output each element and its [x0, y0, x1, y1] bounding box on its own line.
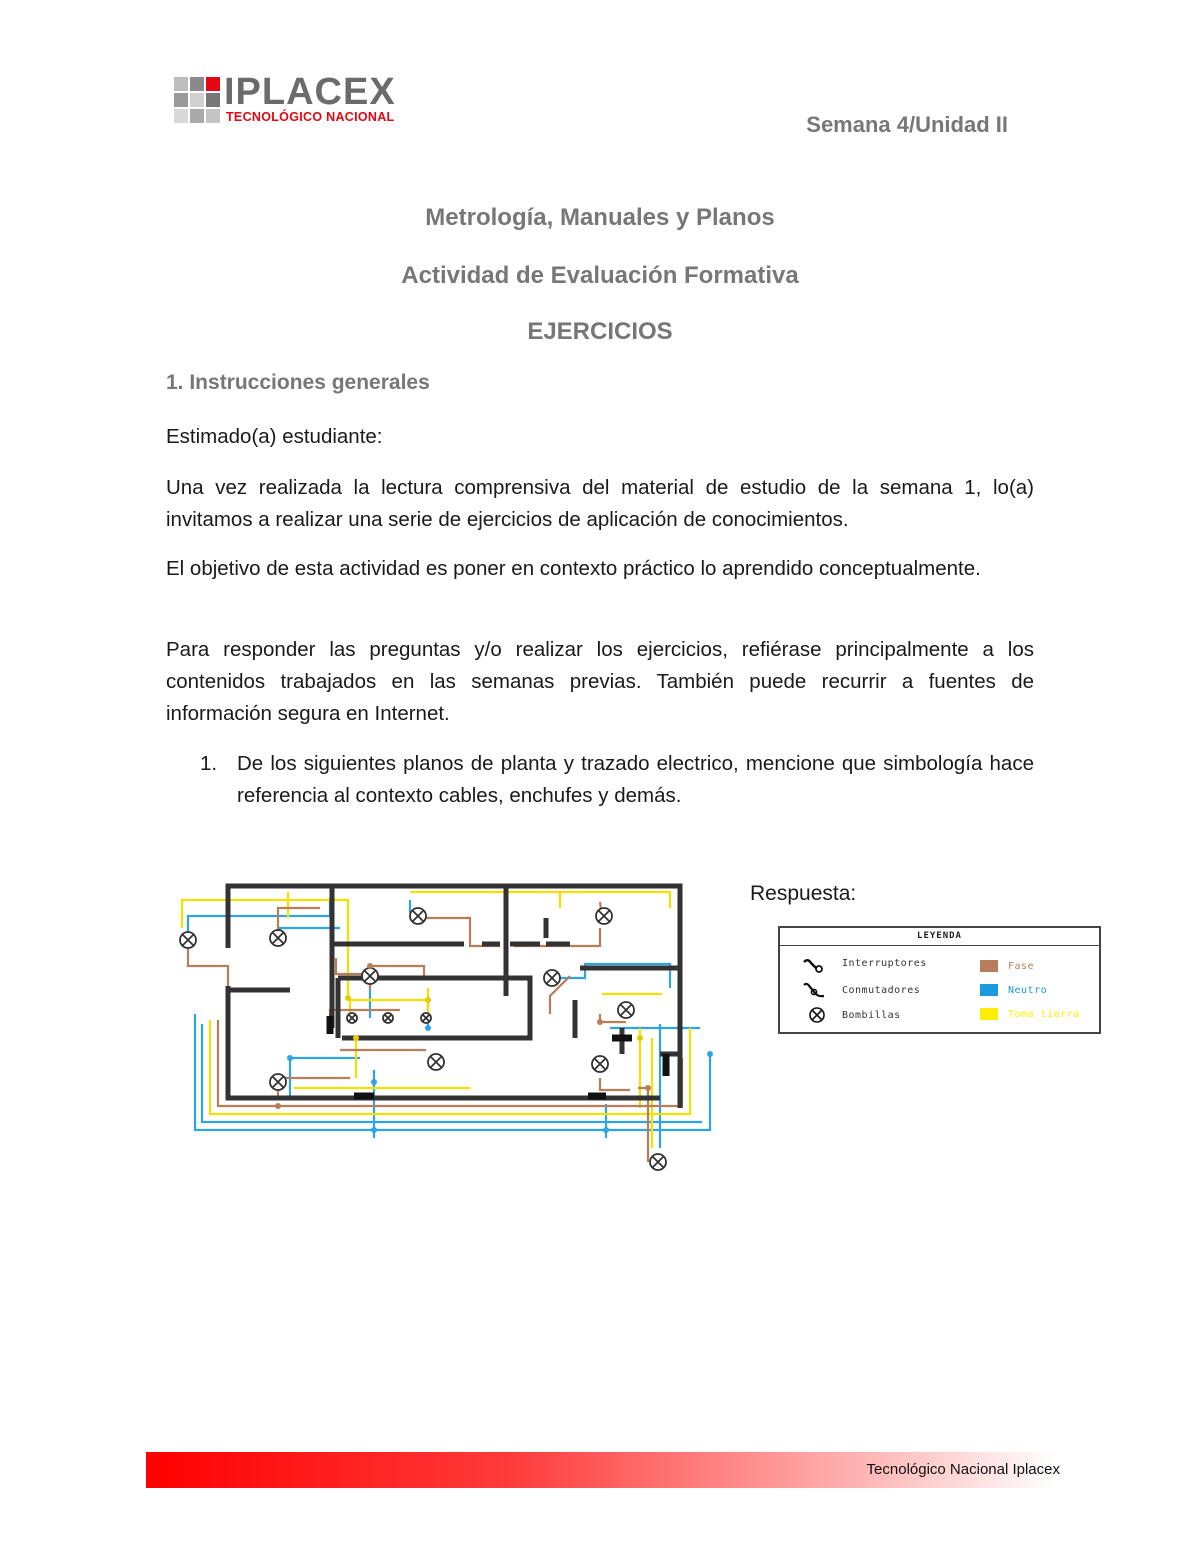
- lamp-icon: [347, 1013, 357, 1023]
- legend-phase-label: Fase: [1008, 961, 1035, 972]
- iplacex-logo: [174, 71, 404, 130]
- lamp-icon: [650, 1154, 666, 1170]
- phase-swatch: [980, 960, 998, 972]
- legend-bulb-label: Bombillas: [842, 1010, 901, 1021]
- week-label: Semana 4/Unidad II: [806, 112, 1008, 137]
- bulb-icon: [808, 1006, 826, 1024]
- lamp-icon: [544, 970, 560, 986]
- legend-switch-label: Interruptores: [842, 958, 927, 969]
- legend-neutral-label: Neutro: [1008, 985, 1048, 996]
- paragraph-1: Una vez realizada la lectura comprensiva del material de estudio de la semana 1, lo(a) invitamos a realizar una serie de ejercicios de aplicación de conocimientos.: [166, 476, 1034, 531]
- legend-commutator-label: Conmutadores: [842, 985, 921, 996]
- logo-sub-text: TECNOLÓGICO NACIONAL: [226, 110, 395, 124]
- exercise-number: 1.: [200, 752, 218, 775]
- exercise-text: De los siguientes planos de planta y trazado electrico, mencione que simbología hace referencia al contexto cables, enchufes y demás.: [237, 752, 1034, 807]
- greeting: Estimado(a) estudiante:: [166, 425, 383, 448]
- paragraph-3: Para responder las preguntas y/o realizar los ejercicios, refiérase principalmente a los contenidos trabajados en las semanas previas. También puede recurrir a fuentes de información segura en Internet.: [166, 638, 1034, 725]
- ground-swatch: [980, 1008, 998, 1020]
- lamp-icon: [592, 1056, 608, 1072]
- legend-title: LEYENDA: [780, 928, 1099, 946]
- logo-squares-icon: [174, 77, 220, 125]
- lamp-icon: [362, 968, 378, 984]
- ground-wires: [182, 892, 690, 1148]
- legend-box: [778, 926, 1101, 1034]
- lamp-icon: [270, 1074, 286, 1090]
- electrical-floor-plan: [170, 878, 730, 1178]
- neutral-swatch: [980, 984, 998, 996]
- neutral-wires: [188, 886, 710, 1148]
- lamp-icon: [421, 1013, 431, 1023]
- lamp-icon: [596, 908, 612, 924]
- paragraph-2: El objetivo de esta actividad es poner en contexto práctico lo aprendido conceptualmente.: [166, 557, 981, 580]
- switch-icon: [802, 958, 826, 974]
- activity-title: Actividad de Evaluación Formativa: [401, 262, 799, 289]
- answer-label: Respuesta:: [750, 882, 857, 905]
- footer-text: Tecnológico Nacional Iplacex: [866, 1461, 1060, 1478]
- exercise-item: [200, 748, 1034, 812]
- lamp-icon: [383, 1013, 393, 1023]
- instructions-heading: 1. Instrucciones generales: [166, 371, 430, 394]
- logo-main-text: IPLACEX: [224, 71, 396, 113]
- lamp-icon: [410, 908, 426, 924]
- lamp-icon: [428, 1054, 444, 1070]
- lamp-icon: [618, 1002, 634, 1018]
- lamp-icon: [180, 932, 196, 948]
- lamp-icon: [270, 930, 286, 946]
- commutator-icon: [802, 982, 828, 1000]
- course-title: Metrología, Manuales y Planos: [425, 204, 775, 231]
- section-title: EJERCICIOS: [527, 318, 673, 345]
- legend-ground-label: Toma tierra: [1008, 1009, 1080, 1020]
